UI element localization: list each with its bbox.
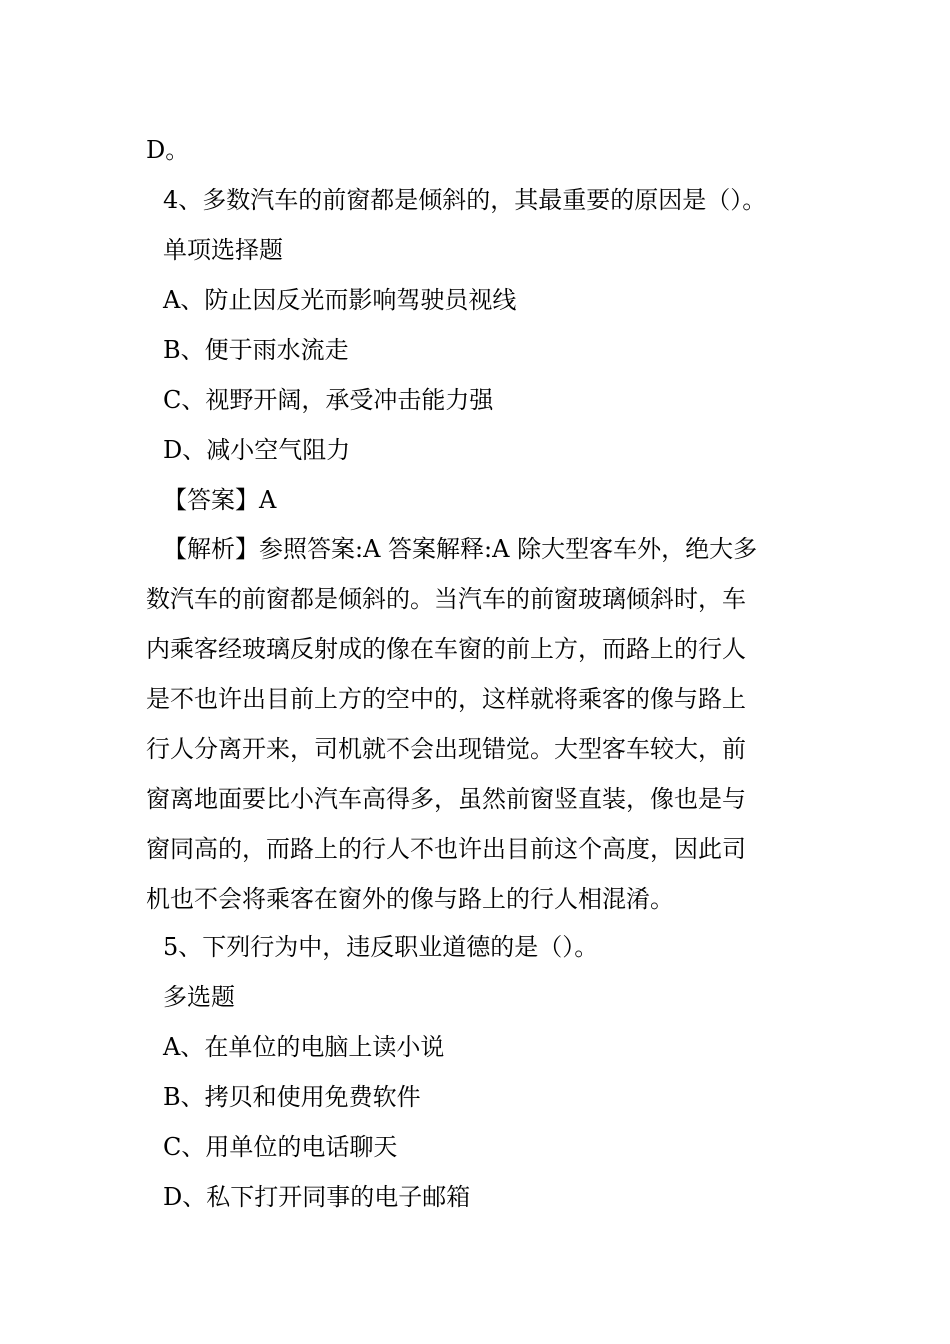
q4-option-d: D、减小空气阻力 xyxy=(163,436,351,464)
q4-option-b: B、便于雨水流走 xyxy=(163,336,349,364)
analysis-line: 窗离地面要比小汽车高得多，虽然前窗竖直装，像也是与 xyxy=(146,785,746,813)
q5-option-c: C、用单位的电话聊天 xyxy=(163,1133,398,1161)
q4-answer: 【答案】A xyxy=(163,486,277,514)
q4-type: 单项选择题 xyxy=(163,236,283,264)
analysis-line: 行人分离开来，司机就不会出现错觉。大型客车较大，前 xyxy=(146,735,746,763)
q4-option-c: C、视野开阔，承受冲击能力强 xyxy=(163,386,494,414)
analysis-line: 【解析】参照答案:A 答案解释:A 除大型客车外，绝大多 xyxy=(163,535,758,563)
q5-type: 多选题 xyxy=(163,983,235,1011)
q5-stem: 5、下列行为中，违反职业道德的是（）。 xyxy=(163,933,599,961)
q4-stem: 4、多数汽车的前窗都是倾斜的，其最重要的原因是（）。 xyxy=(163,186,767,214)
q3-option-tail: D。 xyxy=(146,136,190,164)
analysis-line: 窗同高的，而路上的行人不也许出目前这个高度，因此司 xyxy=(146,835,746,863)
analysis-line: 数汽车的前窗都是倾斜的。当汽车的前窗玻璃倾斜时，车 xyxy=(146,585,746,613)
q5-option-a: A、在单位的电脑上读小说 xyxy=(163,1033,445,1061)
q4-option-a: A、防止因反光而影响驾驶员视线 xyxy=(163,286,517,314)
q5-option-d: D、私下打开同事的电子邮箱 xyxy=(163,1183,471,1211)
analysis-line: 是不也许出目前上方的空中的，这样就将乘客的像与路上 xyxy=(146,685,746,713)
analysis-line: 内乘客经玻璃反射成的像在车窗的前上方，而路上的行人 xyxy=(146,635,746,663)
q5-option-b: B、拷贝和使用免费软件 xyxy=(163,1083,421,1111)
analysis-line: 机也不会将乘客在窗外的像与路上的行人相混淆。 xyxy=(146,885,674,913)
